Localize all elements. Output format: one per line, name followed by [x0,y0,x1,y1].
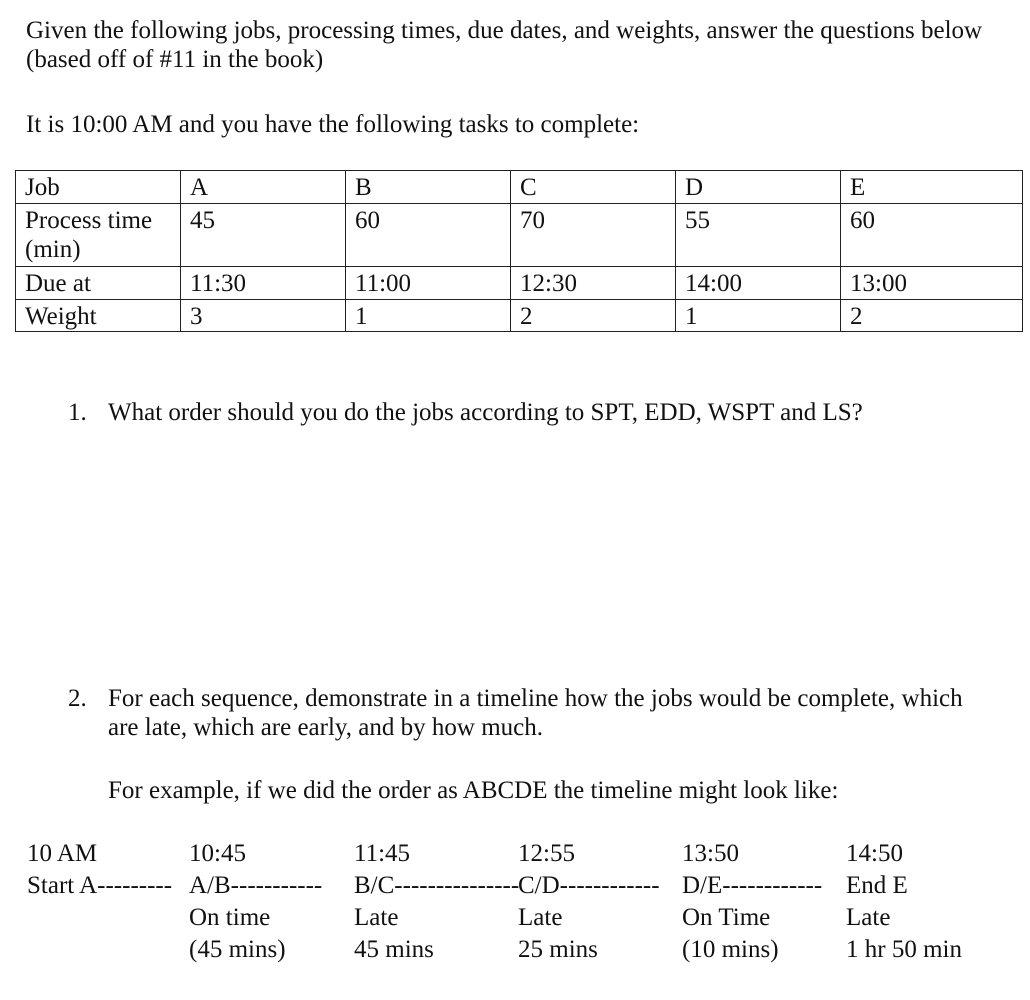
table-cell: A [181,171,346,204]
table-cell: 13:00 [841,267,1023,300]
timeline-time: 11:45 [354,840,411,867]
table-cell: 11:30 [181,267,346,300]
table-cell: 60 [841,204,1023,267]
table-cell: 2 [841,300,1023,332]
timeline-detail: (10 mins) [682,936,779,963]
timeline-status: On Time [682,904,771,931]
table-cell: 60 [346,204,511,267]
timeline-label: D/E------------ [682,872,823,899]
question-2-number: 2. [68,685,87,712]
question-1-number: 1. [68,399,87,426]
timeline-status: Late [354,904,399,931]
table-cell: Due at [16,267,181,300]
table-cell: 45 [181,204,346,267]
timeline-detail: 25 mins [518,936,598,963]
table-cell: 14:00 [676,267,841,300]
table-cell: 3 [181,300,346,332]
example-line: For example, if we did the order as ABCDE the timeline might look like: [108,777,839,804]
table-cell: Job [16,171,181,204]
timeline-detail: 1 hr 50 min [846,936,962,963]
table-cell: 70 [511,204,676,267]
table-cell: 1 [346,300,511,332]
timeline-detail: (45 mins) [189,936,286,963]
table-cell: C [511,171,676,204]
table-cell: D [676,171,841,204]
tasks-line: It is 10:00 AM and you have the following tasks to complete: [26,111,640,138]
table-cell: 12:30 [511,267,676,300]
table-cell: E [841,171,1023,204]
timeline-time: 10 AM [27,840,98,867]
question-2-text: For each sequence, demonstrate in a timeline how the jobs would be complete, which are late, which are early, and by how much. [108,685,963,741]
table-cell: B [346,171,511,204]
table-row-due-at [16,267,1023,300]
table-row-process-time [16,204,1023,267]
table-row-weight [16,300,1023,332]
timeline-label: A/B----------- [189,872,323,899]
timeline-label: End E [846,872,908,899]
table-cell: 1 [676,300,841,332]
timeline-detail: 45 mins [354,936,434,963]
jobs-table [15,170,1023,332]
timeline-status: On time [189,904,271,931]
timeline-time: 10:45 [189,840,246,867]
timeline-label: B/C--------------- [354,872,520,899]
table-row-job [16,171,1023,204]
timeline-label: C/D------------ [518,872,660,899]
timeline-time: 13:50 [682,840,739,867]
intro-paragraph: Given the following jobs, processing times, due dates, and weights, answer the questions below (based off of #11 in the book) [26,17,983,73]
table-cell: Process time (min) [16,204,181,267]
timeline-status: Late [518,904,563,931]
timeline-time: 14:50 [846,840,903,867]
question-1-text: What order should you do the jobs according to SPT, EDD, WSPT and LS? [108,399,863,426]
table-cell: 11:00 [346,267,511,300]
timeline-status: Late [846,904,891,931]
timeline-label: Start A--------- [27,872,173,899]
table-cell: 55 [676,204,841,267]
table-cell: 2 [511,300,676,332]
table-cell: Weight [16,300,181,332]
timeline-time: 12:55 [518,840,575,867]
